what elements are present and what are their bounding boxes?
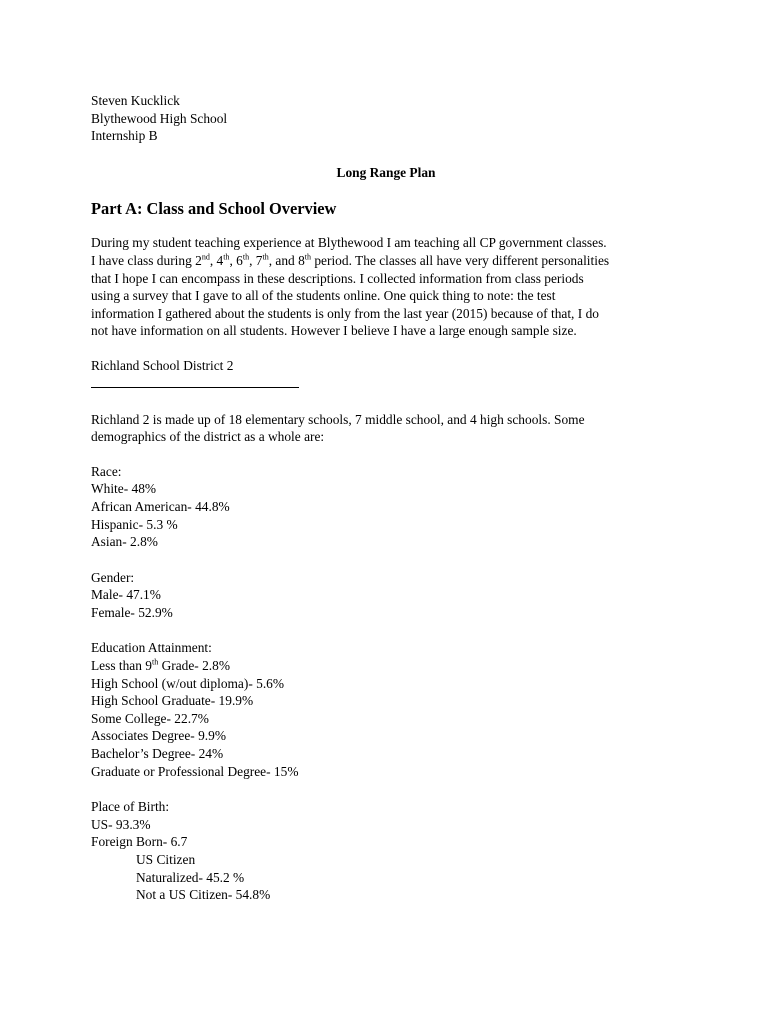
document-title: Long Range Plan — [336, 164, 436, 180]
intro-line: During my student teaching experience at Blythewood I am teaching all CP government classes. — [91, 235, 607, 251]
education-item: High School (w/out diploma)- 5.6% — [91, 675, 285, 691]
birth-item-us: US- 93.3% — [91, 816, 151, 832]
intro-text: I have class during 2 — [91, 252, 202, 268]
education-item — [91, 657, 681, 675]
gender-block — [91, 569, 681, 622]
district-description — [91, 411, 681, 446]
birth-subitem: Naturalized- 45.2 % — [136, 869, 245, 885]
course-name: Internship B — [91, 128, 158, 144]
education-item: Some College- 22.7% — [91, 710, 209, 726]
district-desc-line: Richland 2 is made up of 18 elementary schools, 7 middle school, and 4 high schools. Some — [91, 411, 585, 427]
gender-item: Female- 52.9% — [91, 604, 173, 620]
intro-paragraph — [91, 234, 681, 340]
superscript: th — [304, 252, 312, 262]
race-label: Race: — [91, 463, 122, 479]
school-name: Blythewood High School — [91, 110, 228, 126]
intro-line: not have information on all students. However I believe I have a large enough sample size. — [91, 323, 577, 339]
document-body — [91, 92, 681, 922]
superscript: th — [242, 252, 250, 262]
birth-label: Place of Birth: — [91, 799, 170, 815]
header-block — [91, 92, 681, 145]
education-item: Graduate or Professional Degree- 15% — [91, 763, 299, 779]
race-item: Hispanic- 5.3 % — [91, 516, 178, 532]
education-item: High School Graduate- 19.9% — [91, 693, 254, 709]
education-item: Bachelor’s Degree- 24% — [91, 746, 224, 762]
gender-item: Male- 47.1% — [91, 587, 161, 603]
race-item: White- 48% — [91, 481, 157, 497]
education-text: Less than 9 — [91, 658, 152, 674]
intro-line — [91, 252, 681, 270]
intro-text: , 7 — [249, 252, 263, 268]
intro-text: , and 8 — [268, 252, 305, 268]
intro-text: period. The classes all have very different personalities — [311, 252, 610, 268]
section-heading: Part A: Class and School Overview — [91, 199, 337, 219]
race-block — [91, 463, 681, 551]
divider-rule — [91, 387, 299, 388]
gender-label: Gender: — [91, 569, 135, 585]
intro-text: , 4 — [209, 252, 224, 268]
superscript: th — [223, 252, 230, 262]
birth-item-foreign: Foreign Born- 6.7 — [91, 834, 188, 850]
superscript: th — [152, 657, 159, 667]
intro-line: using a survey that I gave to all of the students online. One quick thing to note: the test — [91, 288, 556, 304]
district-name: Richland School District 2 — [91, 357, 234, 373]
education-label: Education Attainment: — [91, 640, 212, 656]
race-item: African American- 44.8% — [91, 498, 230, 514]
race-item: Asian- 2.8% — [91, 534, 158, 550]
superscript: th — [262, 252, 269, 262]
education-item: Associates Degree- 9.9% — [91, 728, 226, 744]
superscript: nd — [201, 252, 210, 262]
birth-subitem: Not a US Citizen- 54.8% — [136, 887, 271, 903]
birth-block — [91, 798, 681, 904]
intro-line: information I gathered about the students is only from the last year (2015) because of that, I do — [91, 305, 599, 321]
birth-subitem: US Citizen — [136, 852, 196, 867]
education-text: Grade- 2.8% — [158, 658, 230, 674]
author-name: Steven Kucklick — [91, 93, 180, 108]
district-desc-line: demographics of the district as a whole are: — [91, 429, 325, 445]
intro-text: , 6 — [229, 252, 243, 268]
intro-line: that I hope I can encompass in these descriptions. I collected information from class periods — [91, 270, 584, 286]
education-block — [91, 639, 681, 780]
